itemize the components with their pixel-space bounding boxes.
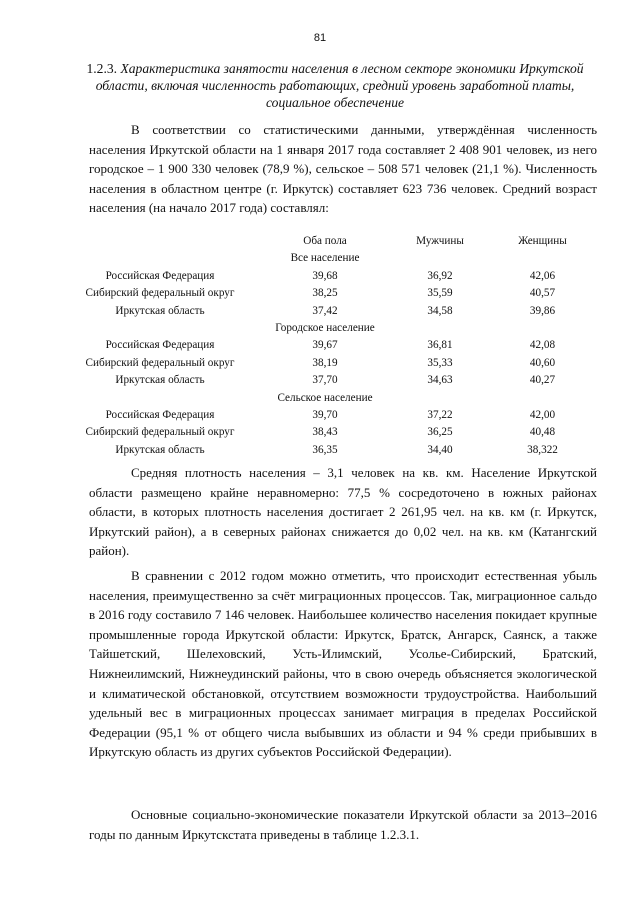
group-title-row bbox=[0, 250, 640, 267]
section-title: Характеристика занятости населения в лесном секторе экономики Иркутской области, включая численность работающих, средний уровень заработной платы, социальное обеспечение bbox=[95, 61, 584, 110]
region-label: Сибирский федеральный округ bbox=[85, 287, 235, 300]
value-female: 39,86 bbox=[529, 304, 556, 317]
value-female: 42,08 bbox=[529, 339, 556, 352]
value-both: 37,70 bbox=[312, 374, 338, 387]
region-label: Российская Федерация bbox=[105, 408, 215, 421]
age-table-header-row bbox=[0, 233, 640, 250]
table-row bbox=[0, 268, 640, 285]
value-both: 38,43 bbox=[312, 426, 338, 439]
group-title: Все население bbox=[290, 252, 360, 265]
value-male: 35,33 bbox=[427, 356, 453, 369]
value-both: 39,70 bbox=[312, 408, 338, 421]
region-label: Иркутская область bbox=[115, 304, 205, 317]
value-both: 36,35 bbox=[312, 443, 338, 456]
value-male: 35,59 bbox=[427, 287, 453, 300]
value-female: 38,322 bbox=[527, 443, 558, 456]
section-number: 1.2.3. bbox=[86, 61, 118, 76]
table-row bbox=[0, 285, 640, 302]
value-male: 34,40 bbox=[427, 443, 453, 456]
value-female: 40,57 bbox=[529, 287, 556, 300]
age-table bbox=[0, 233, 640, 459]
value-both: 39,67 bbox=[312, 339, 338, 352]
value-male: 36,81 bbox=[427, 339, 453, 352]
region-label: Сибирский федеральный округ bbox=[85, 426, 235, 439]
region-label: Иркутская область bbox=[115, 374, 205, 387]
value-both: 38,19 bbox=[312, 356, 338, 369]
region-label: Иркутская область bbox=[115, 443, 205, 456]
table-row bbox=[0, 355, 640, 372]
table-row bbox=[0, 442, 640, 459]
table-row bbox=[0, 407, 640, 424]
column-header-both: Оба пола bbox=[303, 235, 347, 247]
value-female: 40,27 bbox=[529, 374, 556, 387]
value-male: 34,58 bbox=[427, 304, 453, 317]
value-female: 42,00 bbox=[529, 408, 556, 421]
value-both: 37,42 bbox=[312, 304, 338, 317]
paragraph-indicators: Основные социально-экономические показатели Иркутской области за 2013–2016 годы по данным Иркутскстата приведены в таблице 1.2.3.1. bbox=[89, 807, 597, 842]
value-female: 40,48 bbox=[529, 426, 556, 439]
table-row bbox=[0, 303, 640, 320]
paragraph-density: Средняя плотность населения – 3,1 человек на кв. км. Население Иркутской области размещено крайне неравномерно: 77,5 % сосредоточено в южных районах области, в которых плотность населения достигает 2 261,95 чел. на кв. км (г. Иркутск, Иркутский район), а в северных районах снижается до 0,02 чел. на кв. км (Катангский район). bbox=[89, 465, 597, 559]
value-male: 34,63 bbox=[427, 374, 453, 387]
column-header-female: Женщины bbox=[518, 235, 567, 247]
page-number: 81 bbox=[313, 32, 327, 44]
region-label: Российская Федерация bbox=[105, 269, 215, 282]
column-header-male: Мужчины bbox=[416, 235, 464, 247]
value-both: 38,25 bbox=[312, 287, 338, 300]
table-row bbox=[0, 337, 640, 354]
table-row bbox=[0, 372, 640, 389]
paragraph-intro: В соответствии со статистическими данными, утверждённая численность населения Иркутской области на 1 января 2017 года составляет 2 408 901 человек, из него городское – 1 900 330 человек (78,9 %), сельское – 508 571 человек (21,1 %). Численность населения в областном центре (г. Иркутск) составляет 623 736 человек. Средний возраст населения (на начало 2017 года) составлял: bbox=[89, 122, 597, 216]
section-heading bbox=[70, 60, 600, 111]
value-male: 36,25 bbox=[427, 426, 453, 439]
value-both: 39,68 bbox=[312, 269, 338, 282]
table-row bbox=[0, 424, 640, 441]
group-title-row bbox=[0, 390, 640, 407]
value-male: 36,92 bbox=[427, 269, 453, 282]
group-title-row bbox=[0, 320, 640, 337]
group-title: Городское население bbox=[275, 321, 375, 334]
value-male: 37,22 bbox=[427, 408, 453, 421]
value-female: 40,60 bbox=[529, 356, 556, 369]
value-female: 42,06 bbox=[529, 269, 556, 282]
region-label: Сибирский федеральный округ bbox=[85, 356, 235, 369]
group-title: Сельское население bbox=[277, 391, 373, 404]
region-label: Российская Федерация bbox=[105, 339, 215, 352]
paragraph-migration: В сравнении с 2012 годом можно отметить, что происходит естественная убыль населения, преимущественно за счёт миграционных процессов. Так, миграционное сальдо в 2016 году составило 7 146 человек. Наибольшее количество населения покидает крупные промышленные города Иркутской области: Иркутск, Братск, Ангарск, Саянск, а также Тайшетский, Шелеховский, Усть-Илимский, Усолье-Сибирский, Братский, Нижнеилимский, Нижнеудинский районы, что в свою очередь объясняется экологической и климатической обстановкой, отсутствием возможности трудоустройства. Наибольший удельный вес в миграционных процессах занимает миграция в пределах Российской Федерации (95,1 % от общего числа выбывших из области и 94 % среди прибывших в Иркутскую область из других субъектов Российской Федерации). bbox=[89, 568, 597, 760]
